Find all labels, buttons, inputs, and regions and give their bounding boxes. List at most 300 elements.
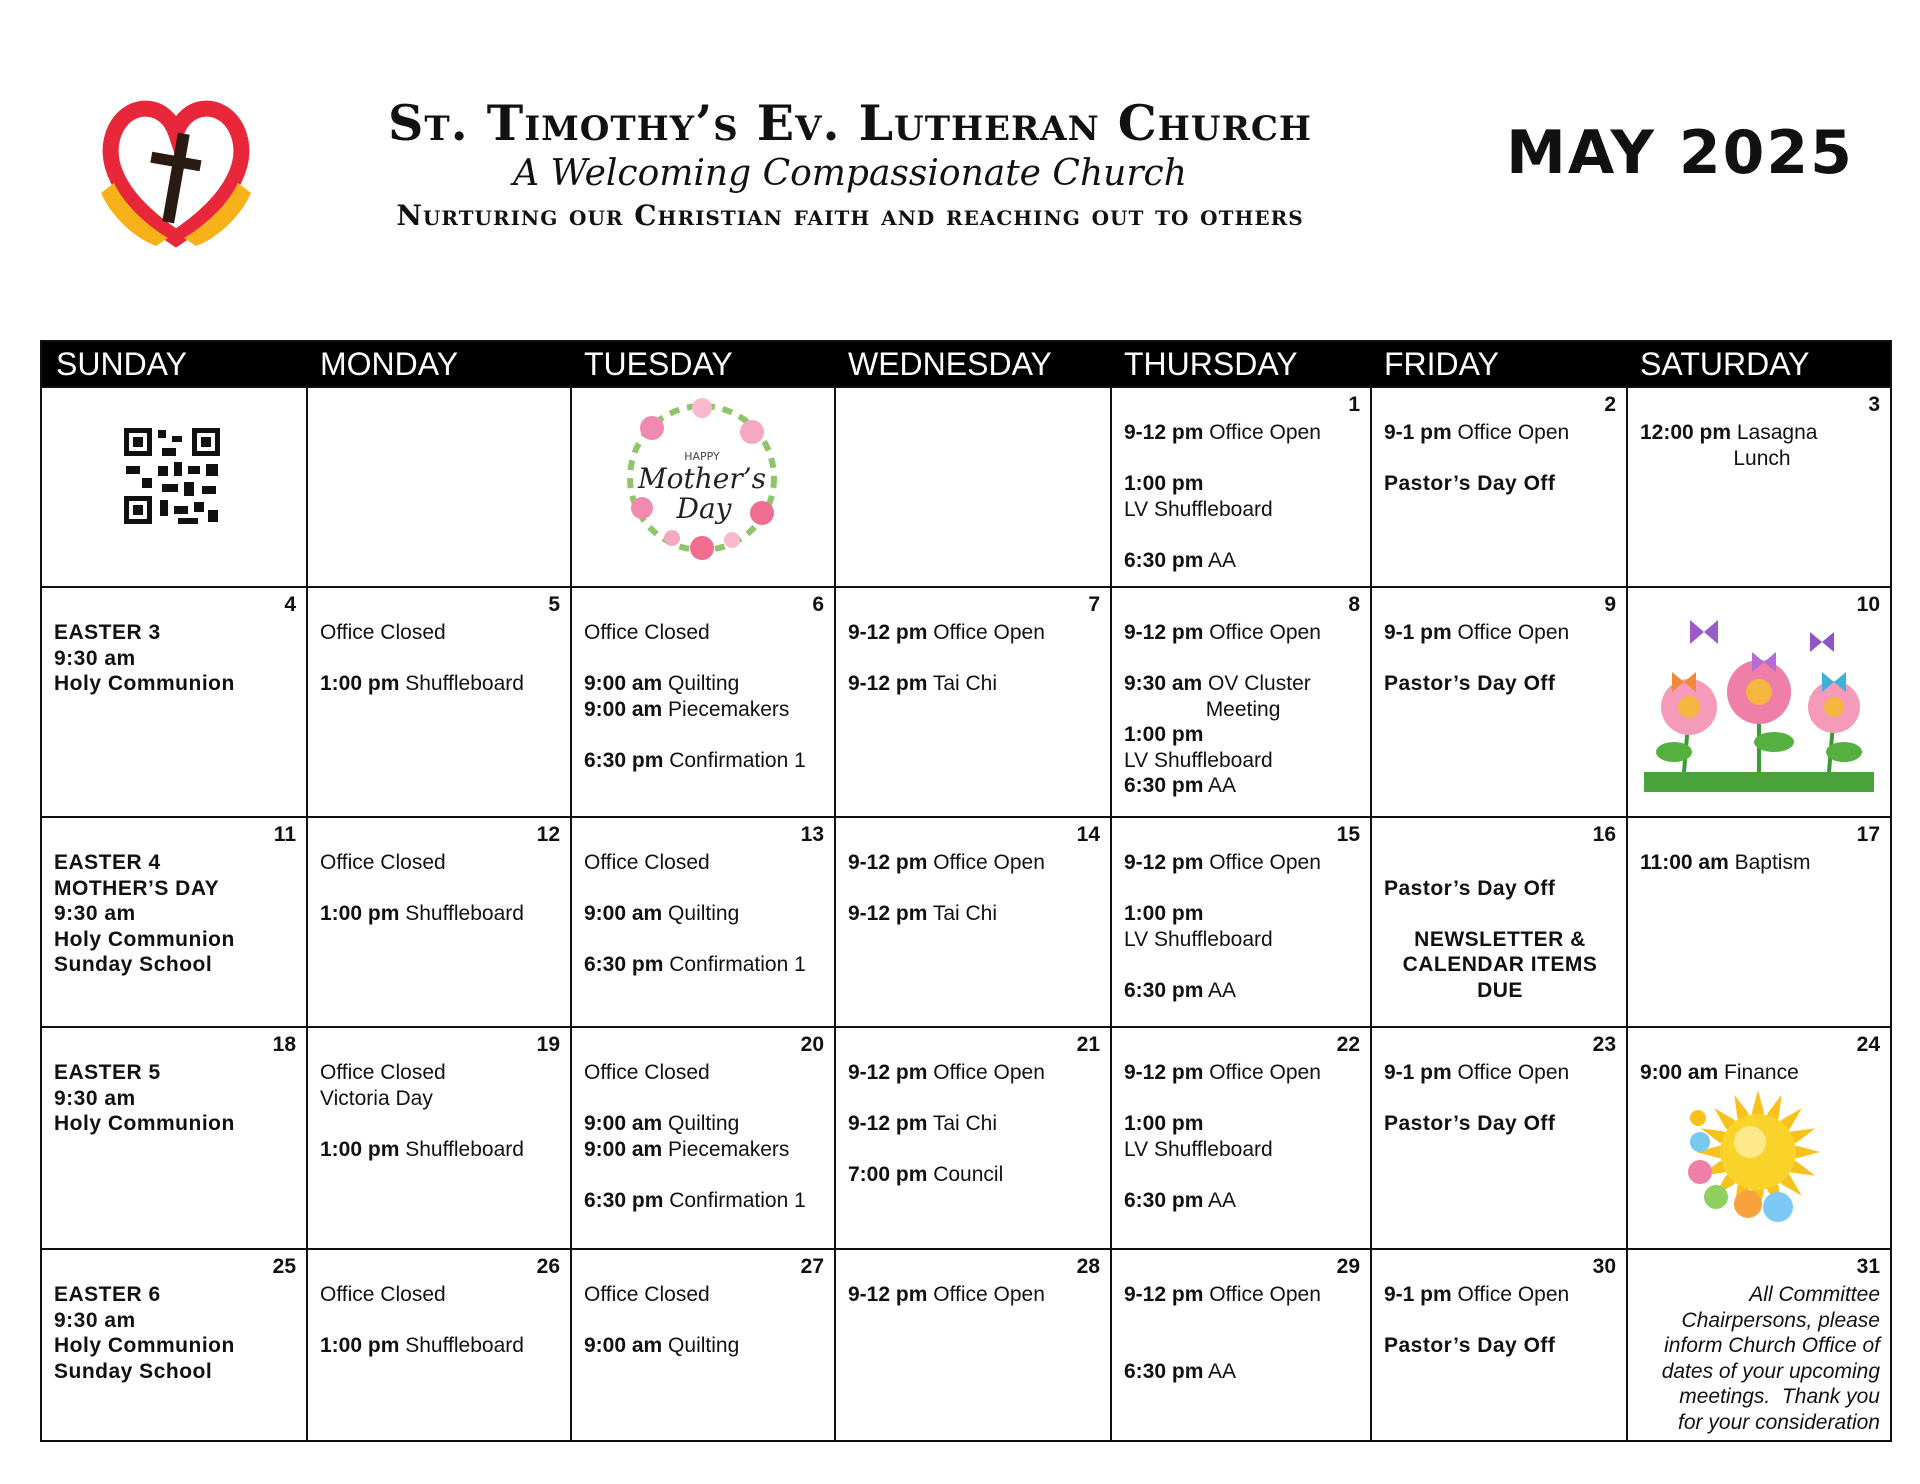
event-time: 1:00 pm <box>320 902 400 925</box>
calendar-week <box>42 586 1890 816</box>
event-line <box>1124 697 1360 723</box>
event-text: Baptism <box>1728 851 1811 874</box>
spacer <box>1124 876 1360 902</box>
event-line: for your consideration <box>1678 1410 1880 1434</box>
church-logo-icon <box>96 88 256 248</box>
event-time: 9-12 pm <box>1124 421 1204 444</box>
date-number: 14 <box>1076 823 1100 846</box>
event-time: 9:30 am <box>1124 672 1203 695</box>
svg-text:Mother’s: Mother’s <box>637 462 767 495</box>
event-time: 9:00 am <box>584 1334 663 1357</box>
spacer <box>848 876 1100 902</box>
church-tagline: A Welcoming Compassionate Church <box>513 153 1187 194</box>
event-line: Pastor’s Day Off <box>1384 472 1556 495</box>
weekday-sunday: SUNDAY <box>56 346 187 382</box>
event-text: Office Open <box>1451 621 1570 644</box>
day-cell <box>570 818 834 1026</box>
event-text: LV Shuffleboard <box>1124 497 1273 521</box>
event-line <box>1124 722 1360 748</box>
day-cell <box>570 388 834 586</box>
event-text: Victoria Day <box>320 1086 433 1110</box>
event-time: 6:30 pm <box>1124 548 1204 572</box>
day-cell <box>1626 588 1890 816</box>
event-text: Lunch <box>1640 446 1791 470</box>
event-line <box>1384 1060 1616 1086</box>
event-text: Office Open <box>1203 621 1321 644</box>
event-time: 1:00 pm <box>1124 472 1204 495</box>
date-number: 29 <box>1336 1255 1360 1278</box>
event-text: Office Open <box>1451 1283 1570 1306</box>
event-text: AA <box>1203 548 1237 572</box>
day-cell <box>570 1250 834 1440</box>
date-number: 31 <box>1856 1255 1880 1278</box>
event-line: Holy Communion <box>54 672 235 695</box>
event-text: Office Open <box>1451 421 1570 444</box>
event-text: Confirmation 1 <box>663 1188 806 1212</box>
spacer <box>1124 522 1360 548</box>
event-line <box>584 671 824 697</box>
day-cell <box>1626 1028 1890 1248</box>
day-cell <box>306 818 570 1026</box>
church-mission: Nurturing our Christian faith and reaching out to others <box>396 199 1304 232</box>
event-text: Office Closed <box>320 1061 446 1084</box>
day-cell <box>570 1028 834 1248</box>
spacer <box>1124 446 1360 472</box>
event-text: OV Cluster <box>1202 672 1311 695</box>
event-text: Quilting <box>662 1334 740 1357</box>
event-time: 1:00 pm <box>1124 902 1204 925</box>
day-cell <box>1110 588 1370 816</box>
event-text: LV Shuffleboard <box>1124 1137 1273 1161</box>
event-line <box>1124 1111 1360 1137</box>
day-cell <box>834 1250 1110 1440</box>
event-text: Office Open <box>927 621 1045 644</box>
spacer <box>1384 1308 1616 1334</box>
date-number: 6 <box>812 593 824 616</box>
event-line: Sunday School <box>54 1359 213 1383</box>
date-number: 26 <box>536 1255 560 1278</box>
day-cell <box>1370 1028 1626 1248</box>
spacer <box>1124 1162 1360 1188</box>
event-line <box>584 1282 824 1308</box>
event-line <box>584 697 824 723</box>
event-line: 9:30 am <box>54 646 136 670</box>
event-time: 6:30 pm <box>584 1188 664 1212</box>
event-line <box>1124 420 1360 446</box>
month-title: MAY 2025 <box>1506 118 1854 188</box>
event-time: 9-1 pm <box>1384 1061 1452 1084</box>
spacer <box>584 927 824 953</box>
event-time: 9-12 pm <box>848 621 928 644</box>
event-line <box>1640 420 1880 446</box>
event-text: Tai Chi <box>927 902 998 925</box>
event-text: Shuffleboard <box>399 1137 524 1161</box>
event-time: 9-12 pm <box>848 1283 928 1306</box>
date-number: 25 <box>272 1255 296 1278</box>
event-line: Sunday School <box>54 953 213 976</box>
event-line <box>848 850 1100 876</box>
event-line <box>320 901 560 927</box>
event-text: Office Open <box>1203 421 1321 444</box>
church-name: St. Timothy’s Ev. Lutheran Church <box>387 94 1313 152</box>
event-line <box>1124 1282 1360 1308</box>
spacer <box>584 646 824 672</box>
spacer <box>848 646 1100 672</box>
weekday-header <box>42 342 1890 386</box>
spacer <box>320 1111 560 1137</box>
date-number: 21 <box>1076 1033 1100 1056</box>
event-text: Office Open <box>1203 1283 1321 1306</box>
date-number: 2 <box>1604 393 1616 416</box>
event-text: Office Closed <box>320 851 446 874</box>
event-line: Holy Communion <box>54 1334 235 1357</box>
event-line <box>1640 446 1880 472</box>
event-time: 9-12 pm <box>848 902 928 925</box>
event-text: Meeting <box>1124 697 1281 721</box>
date-number: 10 <box>1856 593 1880 616</box>
event-time: 9-12 pm <box>1124 1061 1204 1084</box>
day-cell <box>42 818 306 1026</box>
day-cell <box>1110 388 1370 586</box>
event-line <box>584 1060 824 1086</box>
event-time: 7:00 pm <box>848 1163 928 1186</box>
event-time: 9-12 pm <box>1124 1283 1204 1306</box>
weekday-tuesday: TUESDAY <box>584 346 733 382</box>
spacer <box>584 1308 824 1334</box>
event-line <box>320 1282 560 1308</box>
event-text: LV Shuffleboard <box>1124 927 1273 951</box>
spacer <box>1384 901 1616 927</box>
event-time: 1:00 pm <box>1124 723 1204 746</box>
event-text: Confirmation 1 <box>663 748 806 772</box>
event-time: 9-12 pm <box>1124 851 1204 874</box>
event-time: 9-12 pm <box>848 1112 928 1135</box>
event-line <box>848 671 1100 697</box>
event-text: Council <box>927 1163 1004 1186</box>
event-text: Office Open <box>927 1061 1045 1084</box>
date-number: 8 <box>1348 593 1360 616</box>
day-cell <box>42 1250 306 1440</box>
event-line <box>1124 773 1360 799</box>
date-number: 24 <box>1856 1033 1880 1056</box>
event-line: NEWSLETTER & <box>1414 927 1586 951</box>
weekday-saturday: SATURDAY <box>1640 346 1810 382</box>
spacer <box>584 1086 824 1112</box>
day-cell <box>1370 1250 1626 1440</box>
event-line: 9:30 am <box>54 1086 136 1110</box>
event-text: Office Open <box>927 1283 1045 1306</box>
day-cell <box>1626 1250 1890 1440</box>
day-cell <box>1626 388 1890 586</box>
event-line: dates of your upcoming <box>1661 1359 1880 1383</box>
event-line: EASTER 3 <box>54 621 161 644</box>
date-number: 9 <box>1604 593 1616 616</box>
event-line <box>1124 748 1360 774</box>
event-line <box>584 1333 824 1359</box>
event-text: Office Closed <box>584 621 710 644</box>
day-cell <box>1110 1250 1370 1440</box>
event-text: Office Closed <box>584 1283 710 1306</box>
event-line <box>1124 548 1360 574</box>
event-line <box>1384 1282 1616 1308</box>
spacer <box>584 876 824 902</box>
date-number: 15 <box>1336 823 1360 846</box>
event-text: AA <box>1203 774 1237 797</box>
calendar-grid <box>40 340 1892 1442</box>
event-line <box>848 901 1100 927</box>
event-text: Piecemakers <box>662 1137 790 1161</box>
event-time: 6:30 pm <box>1124 1359 1204 1383</box>
day-cell <box>306 1250 570 1440</box>
event-line: Holy Communion <box>54 927 235 951</box>
date-number: 3 <box>1868 393 1880 416</box>
weekday-wednesday: WEDNESDAY <box>848 346 1052 382</box>
day-cell <box>834 818 1110 1026</box>
event-line <box>320 620 560 646</box>
date-number: 16 <box>1592 823 1616 846</box>
spacer <box>848 1137 1100 1163</box>
spacer <box>584 1162 824 1188</box>
event-line <box>1124 901 1360 927</box>
event-text: Office Open <box>927 851 1045 874</box>
event-text: LV Shuffleboard <box>1124 748 1273 772</box>
event-line <box>320 671 560 697</box>
day-cell <box>1110 1028 1370 1248</box>
event-text: Tai Chi <box>927 1112 998 1135</box>
event-line <box>320 1060 560 1086</box>
spacer <box>320 1308 560 1334</box>
event-text: Office Open <box>1203 851 1321 874</box>
date-number: 1 <box>1348 393 1360 416</box>
event-time: 9:00 am <box>584 1112 663 1135</box>
event-text: AA <box>1203 978 1237 1002</box>
event-line <box>1124 927 1360 953</box>
spacer <box>1384 646 1616 672</box>
event-line: Pastor’s Day Off <box>1384 1334 1556 1357</box>
event-line <box>320 1137 560 1163</box>
event-line <box>584 901 824 927</box>
calendar-week <box>42 386 1890 586</box>
event-text: Office Open <box>1451 1061 1570 1084</box>
date-number: 11 <box>273 823 296 846</box>
day-cell <box>1370 588 1626 816</box>
event-text: Shuffleboard <box>399 902 524 925</box>
day-cell <box>306 1028 570 1248</box>
event-line: CALENDAR ITEMS <box>1402 953 1598 976</box>
event-time: 6:30 pm <box>1124 774 1204 797</box>
date-number: 20 <box>800 1033 824 1056</box>
date-number: 23 <box>1592 1033 1616 1056</box>
spacer <box>1384 446 1616 472</box>
spacer <box>1124 1086 1360 1112</box>
svg-text:Day: Day <box>676 492 732 525</box>
spacer <box>320 646 560 672</box>
weekday-thursday: THURSDAY <box>1124 346 1298 382</box>
event-line: 9:30 am <box>54 902 136 925</box>
event-text: Piecemakers <box>662 697 790 721</box>
date-number: 28 <box>1076 1255 1100 1278</box>
weekday-friday: FRIDAY <box>1384 346 1499 382</box>
date-number: 4 <box>284 593 296 616</box>
spacer <box>1384 1086 1616 1112</box>
event-time: 1:00 pm <box>320 1137 400 1161</box>
day-cell <box>1370 388 1626 586</box>
event-line <box>320 1333 560 1359</box>
event-line <box>1124 1060 1360 1086</box>
event-line <box>1124 978 1360 1004</box>
day-cell <box>306 588 570 816</box>
event-line <box>1124 471 1360 497</box>
event-text: Shuffleboard <box>399 1334 524 1357</box>
event-line: EASTER 5 <box>54 1061 161 1084</box>
event-line <box>320 1086 560 1112</box>
date-number: 12 <box>536 823 560 846</box>
event-time: 12:00 pm <box>1640 421 1732 444</box>
date-number: 19 <box>536 1033 560 1056</box>
event-time: 9:00 am <box>584 902 663 925</box>
date-number: 18 <box>272 1033 296 1056</box>
event-time: 9:00 am <box>584 672 663 695</box>
day-cell <box>42 1028 306 1248</box>
event-line <box>584 748 824 774</box>
event-line <box>1384 620 1616 646</box>
event-time: 9-12 pm <box>848 851 928 874</box>
event-line: EASTER 6 <box>54 1283 161 1306</box>
event-line: Chairpersons, please <box>1681 1308 1880 1332</box>
event-text: Quilting <box>662 1112 740 1135</box>
qr-code-icon <box>122 426 222 533</box>
weekday-monday: MONDAY <box>320 346 459 382</box>
spacer <box>1124 1308 1360 1334</box>
event-line <box>584 1137 824 1163</box>
day-cell <box>1370 818 1626 1026</box>
date-number: 5 <box>548 593 560 616</box>
event-line <box>1124 1137 1360 1163</box>
event-line <box>848 1111 1100 1137</box>
event-line: inform Church Office of <box>1664 1334 1880 1357</box>
event-text: Lasagna <box>1731 421 1818 444</box>
event-text: Quilting <box>662 672 740 695</box>
day-cell <box>42 388 306 586</box>
svg-text:HAPPY: HAPPY <box>684 450 720 463</box>
event-text: AA <box>1203 1359 1237 1383</box>
event-line: 9:30 am <box>54 1308 136 1332</box>
event-line <box>848 1282 1100 1308</box>
spacer <box>1124 952 1360 978</box>
event-line <box>1640 850 1880 876</box>
event-text: Office Closed <box>320 621 446 644</box>
spacer <box>848 1086 1100 1112</box>
event-line <box>1124 620 1360 646</box>
day-cell <box>1626 818 1890 1026</box>
event-text: Office Closed <box>584 1061 710 1084</box>
event-time: 1:00 pm <box>320 672 400 695</box>
event-text: Office Open <box>1203 1061 1321 1084</box>
event-line <box>1124 850 1360 876</box>
event-line: EASTER 4 <box>54 851 161 874</box>
event-time: 11:00 am <box>1640 851 1729 874</box>
event-line <box>584 850 824 876</box>
mothers-day-wreath-icon <box>612 388 792 575</box>
event-time: 9-12 pm <box>848 672 928 695</box>
spacer <box>1124 646 1360 672</box>
event-time: 9-12 pm <box>848 1061 928 1084</box>
date-number: 27 <box>800 1255 824 1278</box>
event-line <box>848 1060 1100 1086</box>
day-cell <box>306 388 570 586</box>
event-time: 9-1 pm <box>1384 421 1452 444</box>
event-line <box>584 1188 824 1214</box>
event-time: 9:00 am <box>1640 1061 1719 1084</box>
event-time: 6:30 pm <box>584 953 664 976</box>
event-line: Pastor’s Day Off <box>1384 1112 1556 1135</box>
event-line <box>1124 1359 1360 1385</box>
event-line: DUE <box>1477 978 1523 1002</box>
event-line: meetings. Thank you <box>1679 1385 1880 1408</box>
calendar-week <box>42 816 1890 1026</box>
calendar-week <box>42 1026 1890 1248</box>
event-line: MOTHER’S DAY <box>54 876 220 900</box>
day-cell <box>42 588 306 816</box>
event-line <box>1384 420 1616 446</box>
event-text: AA <box>1203 1188 1237 1212</box>
event-line <box>584 952 824 978</box>
event-time: 9:00 am <box>584 1137 663 1161</box>
event-time: 9:00 am <box>584 697 663 721</box>
event-line <box>1124 671 1360 697</box>
day-cell <box>834 388 1110 586</box>
date-number: 22 <box>1336 1033 1360 1056</box>
date-number: 30 <box>1592 1255 1616 1278</box>
event-line <box>848 1162 1100 1188</box>
event-time: 1:00 pm <box>1124 1112 1204 1135</box>
day-cell <box>570 588 834 816</box>
event-time: 6:30 pm <box>1124 978 1204 1002</box>
event-line: All Committee <box>1749 1283 1880 1306</box>
day-cell <box>834 588 1110 816</box>
event-text: Tai Chi <box>927 672 998 695</box>
event-line: Pastor’s Day Off <box>1384 672 1556 695</box>
event-text: Office Closed <box>584 851 710 874</box>
event-line <box>848 620 1100 646</box>
event-text: Office Closed <box>320 1283 446 1306</box>
event-time: 9-12 pm <box>1124 621 1204 644</box>
spacer <box>1384 850 1616 876</box>
calendar-weeks <box>42 386 1890 1440</box>
spacer <box>1124 1333 1360 1359</box>
event-time: 1:00 pm <box>320 1334 400 1357</box>
spacer <box>320 876 560 902</box>
spacer <box>584 722 824 748</box>
event-line: Holy Communion <box>54 1112 235 1135</box>
event-line <box>1124 497 1360 523</box>
event-line <box>320 850 560 876</box>
day-cell <box>834 1028 1110 1248</box>
event-text: Shuffleboard <box>399 672 524 695</box>
event-line: Pastor’s Day Off <box>1384 876 1556 900</box>
event-text: Finance <box>1718 1061 1799 1084</box>
date-number: 13 <box>800 823 824 846</box>
date-number: 7 <box>1088 593 1100 616</box>
event-line <box>584 620 824 646</box>
event-time: 6:30 pm <box>1124 1188 1204 1212</box>
calendar-week <box>42 1248 1890 1440</box>
event-text: Quilting <box>662 902 740 925</box>
sun-flowers-icon <box>1678 1082 1828 1239</box>
event-text: Confirmation 1 <box>663 953 806 976</box>
event-line <box>584 1111 824 1137</box>
event-time: 9-1 pm <box>1384 1283 1452 1306</box>
